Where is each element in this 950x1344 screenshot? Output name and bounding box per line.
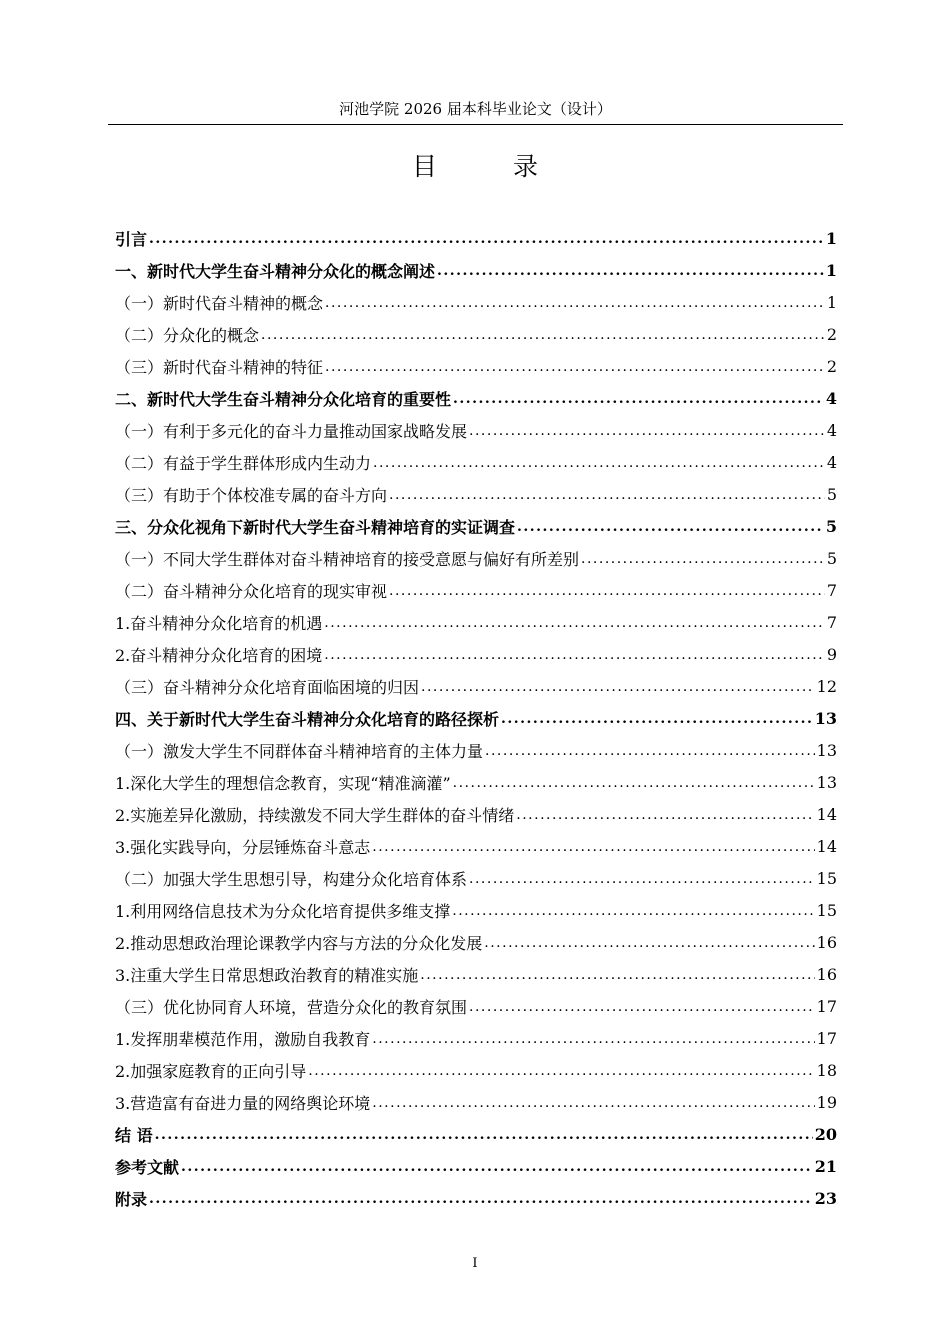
toc-entry[interactable] (115, 830, 837, 862)
toc-dot-leader (261, 327, 825, 343)
toc-dot-leader (453, 775, 815, 791)
toc-dot-leader (308, 1063, 814, 1079)
toc-entry-title: 二、新时代大学生奋斗精神分众化培育的重要性 (115, 389, 452, 409)
toc-dot-leader (485, 743, 815, 759)
toc-dot-leader (325, 295, 825, 311)
toc-entry-page: 14 (816, 836, 837, 856)
toc-entry-title: 2.实施差异化激励，持续激发不同大学生群体的奋斗情绪 (115, 805, 515, 825)
toc-dot-leader (453, 391, 824, 407)
toc-entry-page: 17 (816, 996, 837, 1016)
toc-entry-page: 1 (825, 260, 837, 280)
toc-entry[interactable] (115, 1150, 837, 1182)
toc-entry[interactable] (115, 702, 837, 734)
toc-entry-title: 3.注重大学生日常思想政治教育的精准实施 (115, 965, 419, 985)
toc-entry-title: （一）有利于多元化的奋斗力量推动国家战略发展 (115, 421, 468, 441)
toc-entry-title: （三）奋斗精神分众化培育面临困境的归因 (115, 677, 420, 697)
toc-entry-page: 17 (816, 1028, 837, 1048)
toc-entry[interactable] (115, 254, 837, 286)
toc-entry-page: 4 (826, 452, 837, 472)
toc-entry-title: （二）加强大学生思想引导，构建分众化培育体系 (115, 869, 468, 889)
toc-entry-page: 19 (816, 1092, 837, 1112)
toc-entry[interactable] (115, 286, 837, 318)
toc-entry-page: 1 (825, 228, 837, 248)
toc-entry-page: 13 (814, 708, 837, 728)
toc-dot-leader (581, 551, 825, 567)
toc-dot-leader (324, 647, 825, 663)
toc-entry[interactable] (115, 894, 837, 926)
toc-dot-leader (501, 711, 813, 727)
toc-dot-leader (437, 263, 824, 279)
toc-entry-title: 引言 (115, 229, 148, 249)
page-title: 目 录 (412, 152, 572, 181)
toc-dot-leader (181, 1159, 813, 1175)
toc-dot-leader (516, 807, 814, 823)
toc-entry-title: 参考文献 (115, 1157, 180, 1177)
toc-entry[interactable] (115, 446, 837, 478)
toc-entry[interactable] (115, 990, 837, 1022)
toc-entry[interactable] (115, 606, 837, 638)
toc-entry-title: 2.推动思想政治理论课教学内容与方法的分众化发展 (115, 933, 483, 953)
page-number: I (472, 1256, 478, 1271)
toc-entry[interactable] (115, 574, 837, 606)
toc-dot-leader (372, 1031, 814, 1047)
toc-entry-title: （三）优化协同育人环境，营造分众化的教育氛围 (115, 997, 468, 1017)
toc-entry-page: 15 (816, 900, 837, 920)
toc-dot-leader (420, 967, 814, 983)
toc-dot-leader (324, 615, 825, 631)
toc-dot-leader (452, 903, 814, 919)
header-divider (108, 124, 843, 125)
toc-dot-leader (389, 487, 825, 503)
toc-entry-page: 4 (826, 420, 837, 440)
toc-dot-leader (155, 1127, 813, 1143)
toc-entry-title: 1.奋斗精神分众化培育的机遇 (115, 613, 323, 633)
toc-entry[interactable] (115, 1022, 837, 1054)
toc-entry-page: 12 (816, 676, 837, 696)
toc-entry[interactable] (115, 798, 837, 830)
toc-entry-page: 16 (816, 964, 837, 984)
toc-entry-title: 附录 (115, 1189, 148, 1209)
toc-entry-title: 三、分众化视角下新时代大学生奋斗精神培育的实证调查 (115, 517, 516, 537)
toc-entry-title: 结 语 (115, 1125, 153, 1145)
toc-entry-title: 3.强化实践导向，分层锤炼奋斗意志 (115, 837, 371, 857)
toc-dot-leader (469, 423, 825, 439)
toc-entry[interactable] (115, 350, 837, 382)
toc-entry-title: 2.奋斗精神分众化培育的困境 (115, 645, 323, 665)
toc-entry[interactable] (115, 862, 837, 894)
toc-entry-title: （二）有益于学生群体形成内生动力 (115, 453, 372, 473)
toc-entry-page: 7 (826, 580, 837, 600)
toc-dot-leader (484, 935, 814, 951)
toc-entry[interactable] (115, 926, 837, 958)
toc-entry-title: （一）新时代奋斗精神的概念 (115, 293, 324, 313)
page-header: 河池学院 2026 届本科毕业论文（设计） (339, 100, 612, 118)
toc-dot-leader (469, 999, 815, 1015)
toc-entry-title: 1.发挥朋辈模范作用，激励自我教育 (115, 1029, 371, 1049)
toc-entry-page: 7 (826, 612, 837, 632)
toc-entry[interactable] (115, 382, 837, 414)
toc-entry[interactable] (115, 1182, 837, 1214)
toc-entry-page: 23 (814, 1188, 837, 1208)
toc-dot-leader (149, 1191, 813, 1207)
toc-dot-leader (325, 359, 825, 375)
toc-entry[interactable] (115, 1118, 837, 1150)
toc-entry[interactable] (115, 414, 837, 446)
toc-entry[interactable] (115, 1086, 837, 1118)
toc-entry-page: 15 (816, 868, 837, 888)
toc-entry-page: 14 (816, 804, 837, 824)
toc-entry[interactable] (115, 542, 837, 574)
toc-entry-page: 2 (826, 324, 837, 344)
table-of-contents (115, 222, 837, 1214)
toc-entry-title: （一）激发大学生不同群体奋斗精神培育的主体力量 (115, 741, 484, 761)
toc-entry-page: 16 (816, 932, 837, 952)
toc-dot-leader (149, 231, 824, 247)
toc-entry-page: 13 (816, 740, 837, 760)
toc-dot-leader (517, 519, 824, 535)
toc-entry[interactable] (115, 638, 837, 670)
toc-entry-page: 20 (814, 1124, 837, 1144)
toc-entry-title: 1.深化大学生的理想信念教育，实现“精准滴灌” (115, 773, 451, 793)
toc-entry-title: 1.利用网络信息技术为分众化培育提供多维支撑 (115, 901, 451, 921)
toc-entry[interactable] (115, 766, 837, 798)
toc-entry[interactable] (115, 222, 837, 254)
toc-entry-page: 4 (825, 388, 837, 408)
toc-entry[interactable] (115, 318, 837, 350)
toc-entry-title: （二）奋斗精神分众化培育的现实审视 (115, 581, 388, 601)
toc-entry[interactable] (115, 510, 837, 542)
toc-dot-leader (389, 583, 825, 599)
toc-entry[interactable] (115, 958, 837, 990)
toc-entry-page: 13 (816, 772, 837, 792)
toc-dot-leader (469, 871, 815, 887)
toc-entry-title: （三）新时代奋斗精神的特征 (115, 357, 324, 377)
toc-entry-title: 一、新时代大学生奋斗精神分众化的概念阐述 (115, 261, 436, 281)
toc-entry-page: 2 (826, 356, 837, 376)
toc-dot-leader (421, 679, 815, 695)
toc-entry-page: 21 (814, 1156, 837, 1176)
toc-dot-leader (373, 455, 825, 471)
toc-entry-title: （二）分众化的概念 (115, 325, 260, 345)
toc-entry-page: 5 (825, 516, 837, 536)
toc-entry[interactable] (115, 1054, 837, 1086)
toc-entry-title: 四、关于新时代大学生奋斗精神分众化培育的路径探析 (115, 709, 500, 729)
toc-entry-page: 18 (816, 1060, 837, 1080)
toc-entry-page: 5 (826, 484, 837, 504)
toc-dot-leader (372, 839, 814, 855)
toc-entry-title: （三）有助于个体校准专属的奋斗方向 (115, 485, 388, 505)
toc-entry-title: （一）不同大学生群体对奋斗精神培育的接受意愿与偏好有所差别 (115, 549, 580, 569)
toc-entry[interactable] (115, 734, 837, 766)
toc-entry-title: 3.营造富有奋进力量的网络舆论环境 (115, 1093, 371, 1113)
toc-entry[interactable] (115, 670, 837, 702)
toc-entry-page: 9 (826, 644, 837, 664)
toc-entry-page: 1 (826, 292, 837, 312)
toc-dot-leader (372, 1095, 814, 1111)
toc-entry-title: 2.加强家庭教育的正向引导 (115, 1061, 307, 1081)
toc-entry-page: 5 (826, 548, 837, 568)
toc-entry[interactable] (115, 478, 837, 510)
